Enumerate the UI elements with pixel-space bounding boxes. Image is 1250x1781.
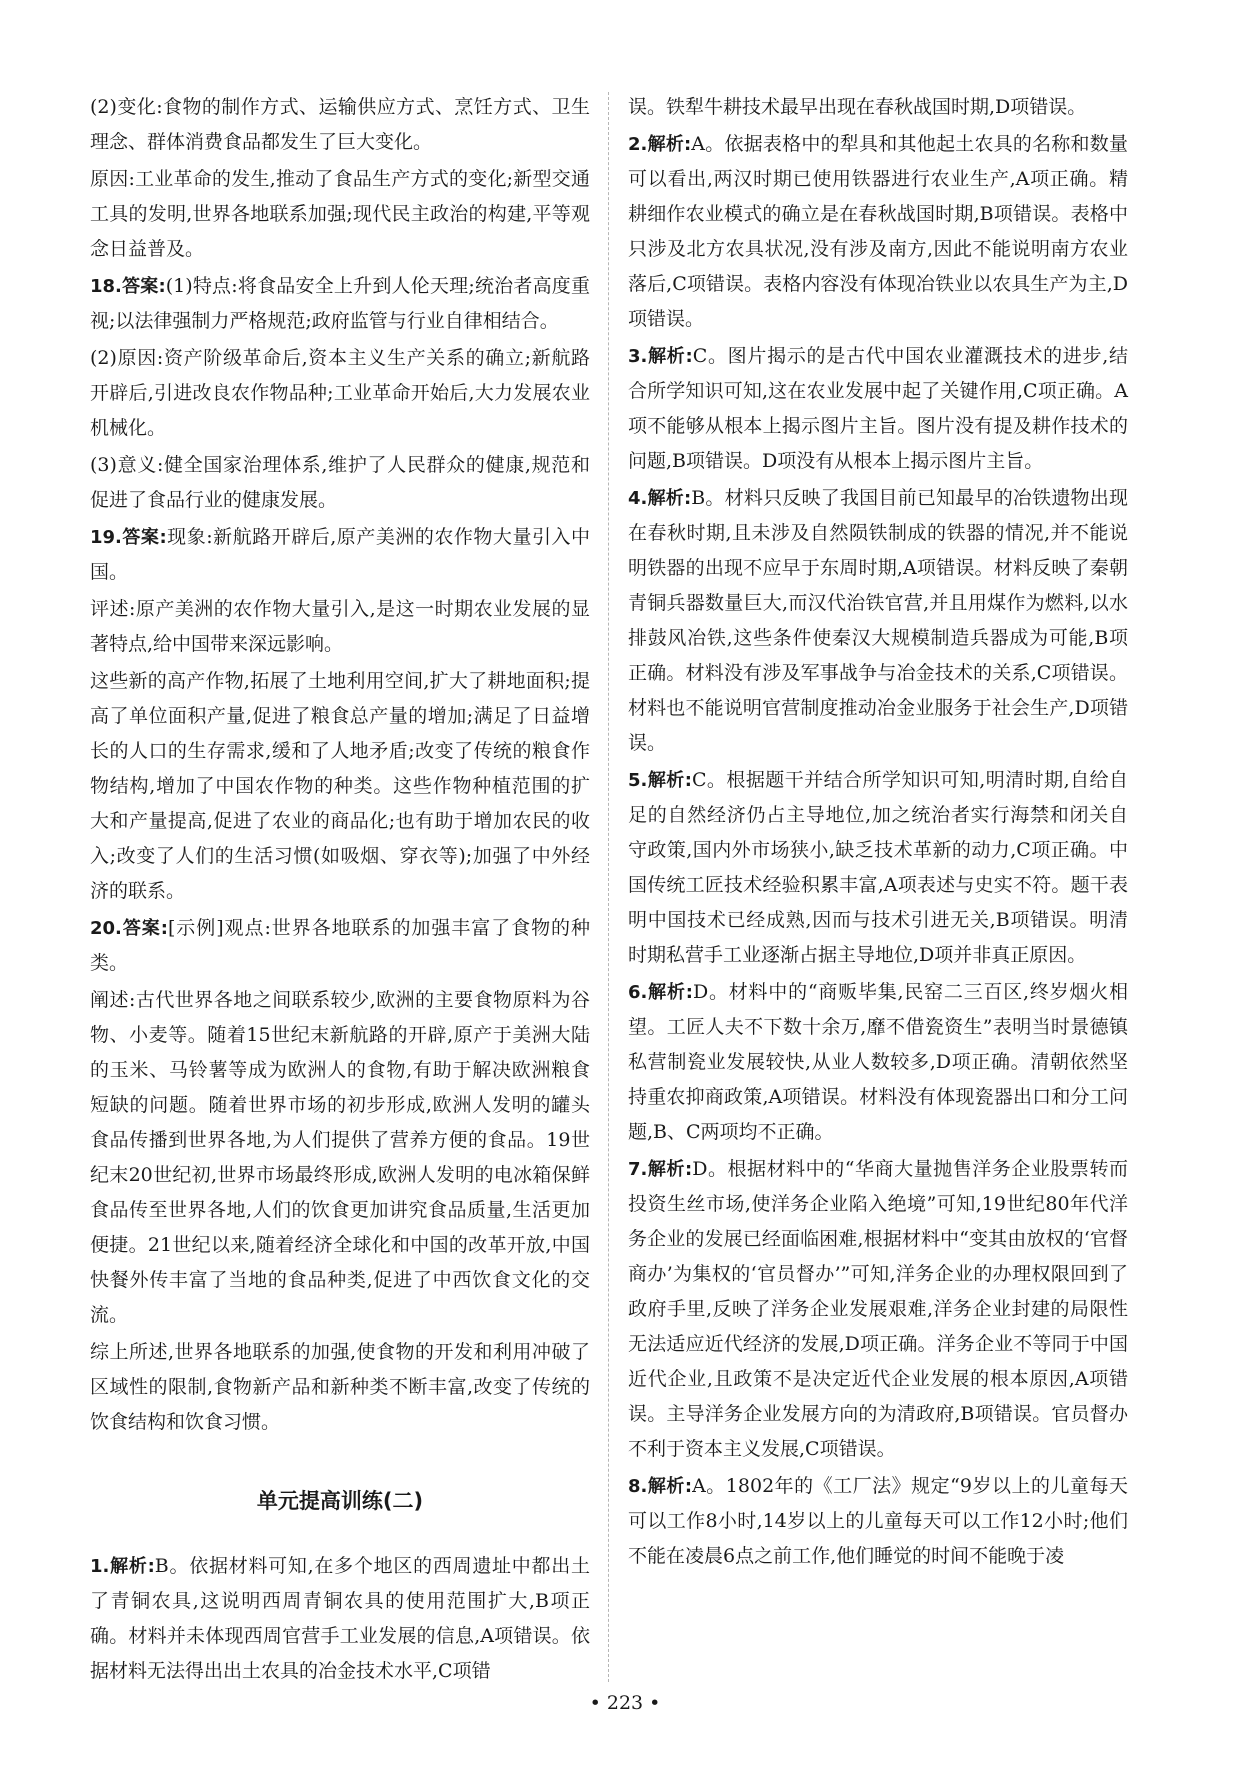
item-text: 现象:新航路开辟后,原产美洲的农作物大量引入中国。 bbox=[90, 526, 590, 583]
paragraph: (2)变化:食物的制作方式、运输供应方式、烹饪方式、卫生理念、群体消费食品都发生了巨大变化。 bbox=[90, 96, 590, 153]
item-number: 7. bbox=[628, 1159, 648, 1180]
item-text: C。根据题干并结合所学知识可知,明清时期,自给自足的自然经济仍占主导地位,加之统治者实行海禁和闭关自守政策,国内外市场狭小,缺乏技术革新的动力,C项正确。中国传统工匠技术经验积累丰富,A项表述与史实不符。题干表明中国技术已经成熟,因而与技术引进无关,B项错误。明清时期私营手工业逐渐占据主导地位,D项并非真正原因。 bbox=[628, 769, 1128, 966]
left-column bbox=[90, 90, 590, 1691]
answer-item bbox=[90, 520, 590, 590]
item-number: 19. bbox=[90, 527, 122, 548]
item-number: 6. bbox=[628, 982, 648, 1003]
paragraph: 原因:工业革命的发生,推动了食品生产方式的变化;新型交通工具的发明,世界各地联系加强;现代民主政治的构建,平等观念日益普及。 bbox=[90, 168, 590, 260]
answer-item bbox=[628, 339, 1128, 479]
answer-item bbox=[628, 127, 1128, 337]
item-text: A。依据表格中的犁具和其他起土农具的名称和数量可以看出,两汉时期已使用铁器进行农业生产,A项正确。精耕细作农业模式的确立是在春秋战国时期,B项错误。表格中只涉及北方农具状况,没有涉及南方,因此不能说明南方农业落后,C项错误。表格内容没有体现冶铁业以农具生产为主,D项错误。 bbox=[628, 133, 1128, 330]
section-title: 单元提高训练(二) bbox=[256, 1489, 424, 1513]
item-text: D。材料中的“商贩毕集,民窑二三百区,终岁烟火相望。工匠人夫不下数十余万,靡不借瓷资生”表明当时景德镇私营制瓷业发展较快,从业人数较多,D项正确。清朝依然坚持重农抑商政策,A项错误。材料没有体现瓷器出口和分工问题,B、C两项均不正确。 bbox=[628, 981, 1129, 1143]
item-number: 2. bbox=[628, 134, 648, 155]
answer-item bbox=[628, 1152, 1128, 1467]
paragraph: (2)原因:资产阶级革命后,资本主义生产关系的确立;新航路开辟后,引进改良农作物品种;工业革命开始后,大力发展农业机械化。 bbox=[90, 347, 590, 439]
item-number: 18. bbox=[90, 276, 122, 297]
item-text: [示例]观点:世界各地联系的加强丰富了食物的种类。 bbox=[90, 917, 590, 974]
item-text: C。图片揭示的是古代中国农业灌溉技术的进步,结合所学知识可知,这在农业发展中起了关键作用,C项正确。A项不能够从根本上揭示图片主旨。图片没有提及耕作技术的问题,B项错误。D项没有从根本上揭示图片主旨。 bbox=[628, 345, 1128, 472]
item-tag: 答案: bbox=[121, 918, 168, 939]
item-number: 5. bbox=[628, 770, 648, 791]
item-text: B。材料只反映了我国目前已知最早的冶铁遗物出现在春秋时期,且未涉及自然陨铁制成的铁器的情况,并不能说明铁器的出现不应早于东周时期,A项错误。材料反映了秦朝青铜兵器数量巨大,而汉代治铁官营,并且用煤作为燃料,以水排鼓风冶铁,这些条件使秦汉大规模制造兵器成为可能,B项正确。材料没有涉及军事战争与冶金技术的关系,C项错误。材料也不能说明官营制度推动冶金业服务于社会生产,D项错误。 bbox=[628, 487, 1128, 754]
paragraph: 这些新的高产作物,拓展了土地利用空间,扩大了耕地面积;提高了单位面积产量,促进了粮食总产量的增加;满足了日益增长的人口的生存需求,缓和了人地矛盾;改变了传统的粮食作物结构,增加了中国农作物的种类。这些作物种植范围的扩大和产量提高,促进了农业的商品化;也有助于增加农民的收入;改变了人们的生活习惯(如吸烟、穿衣等);加强了中外经济的联系。 bbox=[90, 670, 590, 902]
item-text: (1)特点:将食品安全上升到人伦天理;统治者高度重视;以法律强制力严格规范;政府监管与行业自律相结合。 bbox=[90, 275, 591, 332]
item-number: 3. bbox=[628, 346, 648, 367]
item-text: B。依据材料可知,在多个地区的西周遗址中都出土了青铜农具,这说明西周青铜农具的使用范围扩大,B项正确。材料并未体现西周官营手工业发展的信息,A项错误。依据材料无法得出出土农具的冶金技术水平,C项错 bbox=[90, 1555, 590, 1682]
answer-item bbox=[90, 1549, 590, 1689]
item-tag: 答案: bbox=[121, 527, 167, 548]
item-number: 20. bbox=[90, 918, 122, 939]
item-tag: 解析: bbox=[647, 346, 693, 367]
paragraph: 综上所述,世界各地联系的加强,使食物的开发和利用冲破了区域性的限制,食物新产品和新种类不断丰富,改变了传统的饮食结构和饮食习惯。 bbox=[90, 1341, 590, 1433]
answer-item bbox=[628, 975, 1128, 1150]
item-tag: 解析: bbox=[647, 1476, 693, 1497]
item-number: 8. bbox=[628, 1476, 648, 1497]
item-tag: 解析: bbox=[647, 1159, 693, 1180]
item-tag: 解析: bbox=[647, 488, 692, 509]
item-tag: 解析: bbox=[647, 134, 692, 155]
item-number: 1. bbox=[90, 1556, 110, 1577]
paragraph: 阐述:古代世界各地之间联系较少,欧洲的主要食物原料为谷物、小麦等。随着15世纪末新航路的开辟,原产于美洲大陆的玉米、马铃薯等成为欧洲人的食物,有助于解决欧洲粮食短缺的问题。随着世界市场的初步形成,欧洲人发明的罐头食品传播到世界各地,为人们提供了营养方便的食品。19世纪末20世纪初,世界市场最终形成,欧洲人发明的电冰箱保鲜食品传至世界各地,人们的饮食更加讲究食品质量,生活更加便捷。21世纪以来,随着经济全球化和中国的改革开放,中国快餐外传丰富了当地的食品种类,促进了中西饮食文化的交流。 bbox=[90, 989, 590, 1326]
answer-item bbox=[90, 911, 590, 981]
item-text: A。1802年的《工厂法》规定“9岁以上的儿童每天可以工作8小时,14岁以上的儿童每天可以工作12小时;他们不能在凌晨6点之前工作,他们睡觉的时间不能晚于凌 bbox=[628, 1475, 1128, 1567]
answer-item bbox=[90, 269, 590, 339]
item-tag: 答案: bbox=[121, 276, 166, 297]
item-tag: 解析: bbox=[647, 982, 693, 1003]
right-column bbox=[628, 90, 1128, 1576]
answer-item bbox=[628, 763, 1128, 973]
column-divider bbox=[608, 92, 609, 1682]
page-number: • 223 • bbox=[589, 1692, 661, 1714]
item-number: 4. bbox=[628, 488, 648, 509]
item-tag: 解析: bbox=[647, 770, 692, 791]
paragraph: 误。铁犁牛耕技术最早出现在春秋战国时期,D项错误。 bbox=[628, 96, 1087, 118]
paragraph: 评述:原产美洲的农作物大量引入,是这一时期农业发展的显著特点,给中国带来深远影响。 bbox=[90, 598, 590, 655]
item-text: D。根据材料中的“华商大量抛售洋务企业股票转而投资生丝市场,使洋务企业陷入绝境”可知,19世纪80年代洋务企业的发展已经面临困难,根据材料中“变其由放权的‘官督商办’为集权的‘官员督办’”可知,洋务企业的办理权限回到了政府手里,反映了洋务企业发展艰难,洋务企业封建的局限性无法适应近代经济的发展,D项正确。洋务企业不等同于中国近代企业,且政策不是决定近代企业发展的根本原因,A项错误。主导洋务企业发展方向的为清政府,B项错误。官员督办不利于资本主义发展,C项错误。 bbox=[628, 1158, 1129, 1460]
item-tag: 解析: bbox=[109, 1556, 155, 1577]
answer-item bbox=[628, 1469, 1128, 1574]
paragraph: (3)意义:健全国家治理体系,维护了人民群众的健康,规范和促进了食品行业的健康发展。 bbox=[90, 454, 590, 511]
answer-item bbox=[628, 481, 1128, 761]
